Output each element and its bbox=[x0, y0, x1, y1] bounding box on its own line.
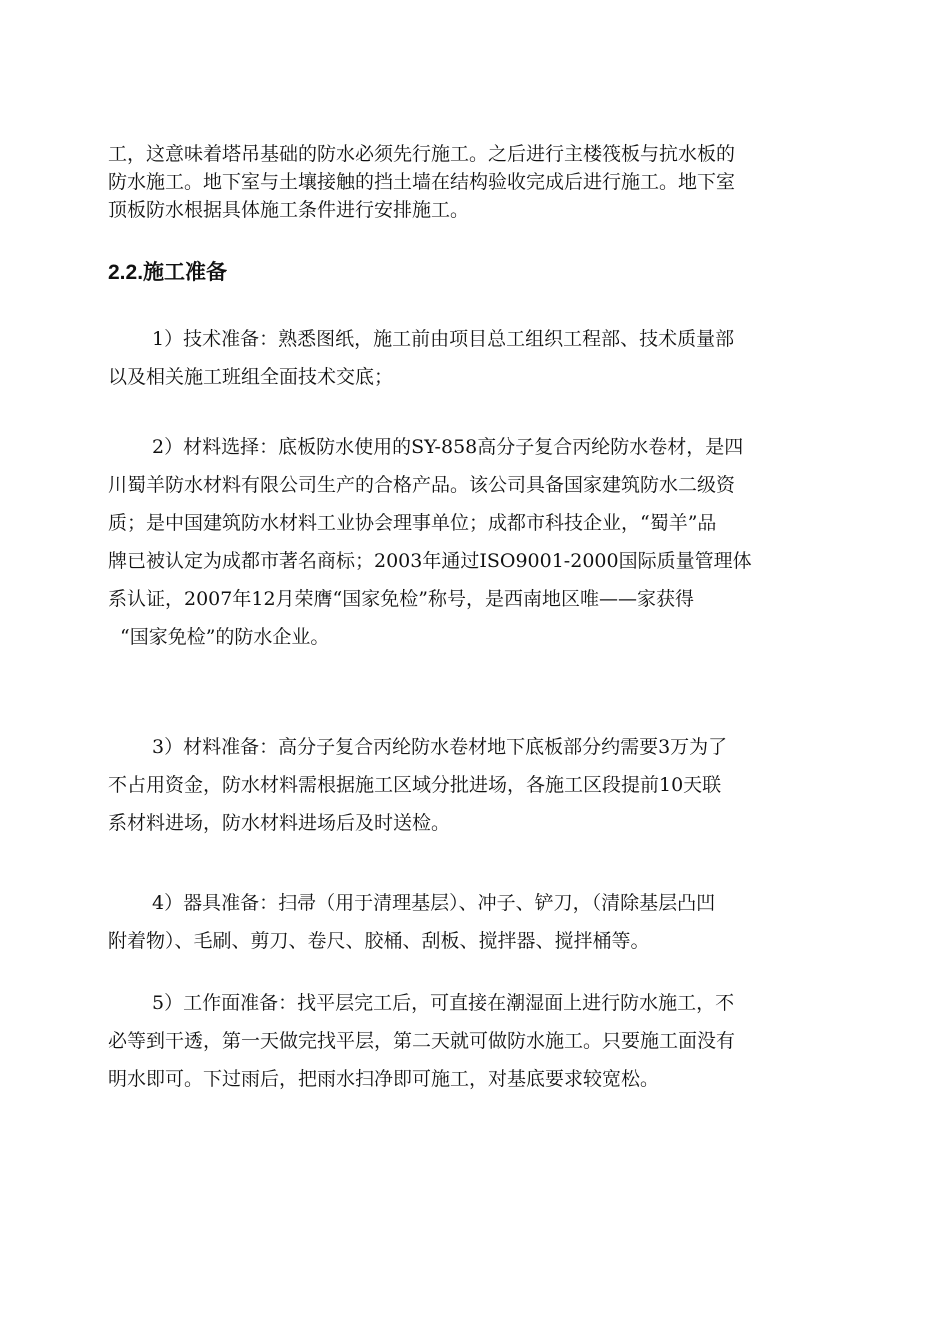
text-line: 川蜀羊防水材料有限公司生产的合格产品。该公司具备国家建筑防水二级资 bbox=[108, 474, 736, 496]
text-line: 以及相关施工班组全面技术交底； bbox=[108, 366, 394, 388]
text-line: 必等到干透，第一天做完找平层，第二天就可做防水施工。只要施工面没有 bbox=[108, 1030, 736, 1052]
section-heading: 2.2.施工准备 bbox=[108, 261, 228, 284]
text-line: 系材料进场，防水材料进场后及时送检。 bbox=[108, 812, 451, 834]
text-line: “国家免检”的防水企业。 bbox=[120, 626, 330, 648]
paragraph-tool-preparation bbox=[108, 884, 853, 960]
text-line: 防水施工。地下室与土壤接触的挡土墙在结构验收完成后进行施工。地下室 bbox=[108, 171, 736, 193]
text-line: 顶板防水根据具体施工条件进行安排施工。 bbox=[108, 199, 470, 221]
text-line: 不占用资金，防水材料需根据施工区域分批进场，各施工区段提前10天联 bbox=[108, 774, 722, 796]
text-line: 牌已被认定为成都市著名商标；2003年通过ISO9001-2000国际质量管理体 bbox=[108, 550, 752, 572]
text-line: 1）技术准备：熟悉图纸，施工前由项目总工组织工程部、技术质量部 bbox=[152, 328, 735, 350]
intro-paragraph bbox=[108, 140, 853, 224]
text-line: 3）材料准备：高分子复合丙纶防水卷材地下底板部分约需要3万为了 bbox=[152, 736, 728, 758]
text-line: 2）材料选择：底板防水使用的SY-858高分子复合丙纶防水卷材，是四 bbox=[152, 436, 744, 458]
paragraph-technical-preparation bbox=[108, 320, 853, 396]
paragraph-work-surface-preparation bbox=[108, 984, 853, 1098]
text-line: 4）器具准备：扫帚（用于清理基层）、冲子、铲刀，（清除基层凸凹 bbox=[152, 892, 716, 914]
paragraph-material-selection bbox=[108, 428, 853, 656]
text-line: 5）工作面准备：找平层完工后，可直接在潮湿面上进行防水施工，不 bbox=[152, 992, 735, 1014]
text-line: 质；是中国建筑防水材料工业协会理事单位；成都市科技企业，“蜀羊”品 bbox=[108, 512, 717, 534]
text-line: 明水即可。下过雨后，把雨水扫净即可施工，对基底要求较宽松。 bbox=[108, 1068, 660, 1090]
paragraph-material-preparation bbox=[108, 728, 853, 842]
text-line: 附着物）、毛刷、剪刀、卷尺、胶桶、刮板、搅拌器、搅拌桶等。 bbox=[108, 930, 650, 952]
text-line: 工，这意味着塔吊基础的防水必须先行施工。之后进行主楼筏板与抗水板的 bbox=[108, 143, 736, 165]
text-line: 系认证，2007年12月荣膺“国家免检”称号，是西南地区唯——家获得 bbox=[108, 588, 694, 610]
